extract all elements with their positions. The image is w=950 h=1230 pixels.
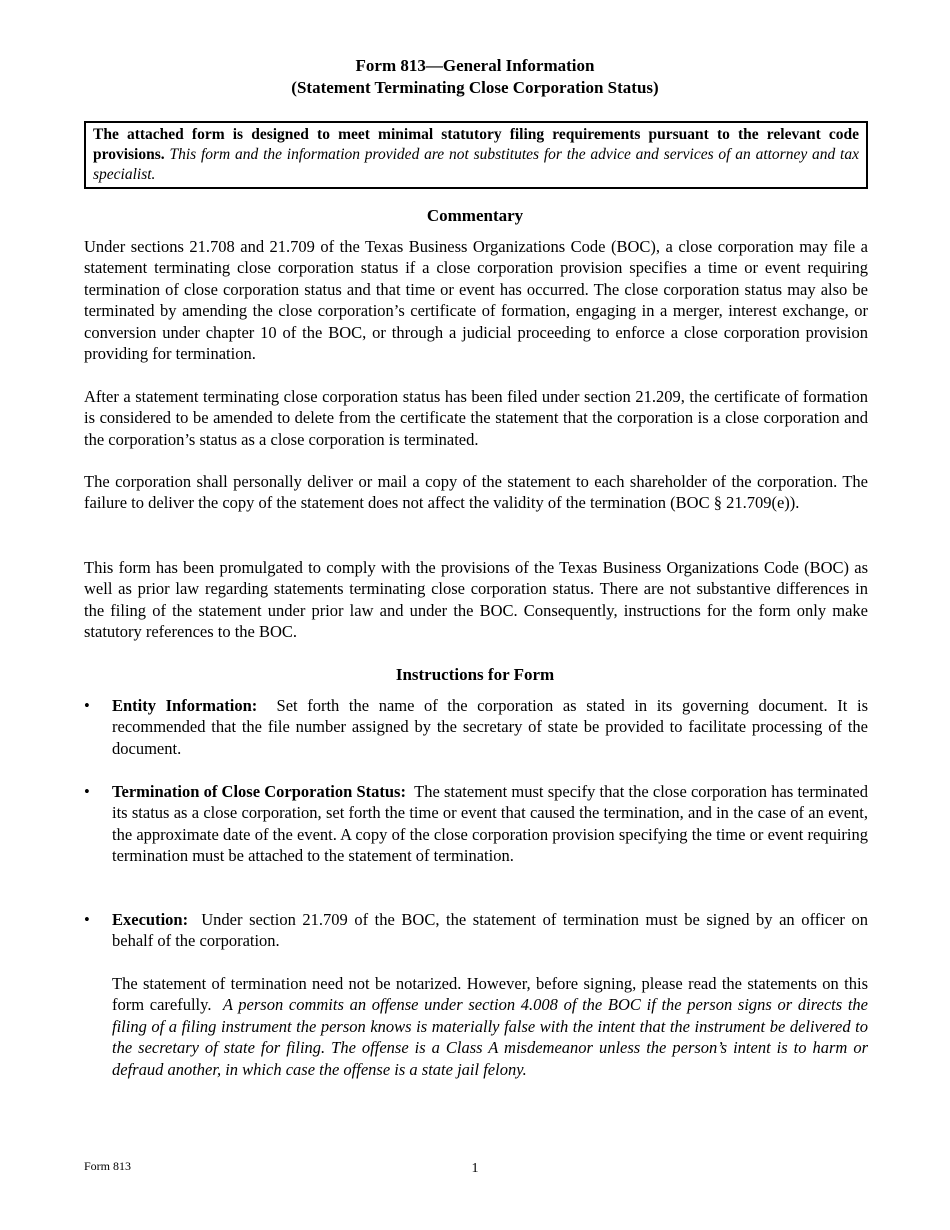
instructions-heading: Instructions for Form	[395, 665, 555, 684]
document-title: Form 813—General Information	[355, 56, 595, 75]
instruction-body: Under section 21.709 of the BOC, the statement of termination must be signed by an officer on behalf of the corporation.	[112, 910, 869, 951]
execution-note	[112, 973, 868, 1080]
footer-form-label: Form 813	[84, 1159, 132, 1173]
notice-box	[84, 121, 868, 189]
page-number: 1	[471, 1161, 479, 1176]
instruction-label: Execution:	[112, 910, 189, 929]
instruction-label: Entity Information:	[112, 696, 258, 715]
commentary-paragraph-4: This form has been promulgated to comply with the provisions of the Texas Business Organizations Code (BOC) as well as prior law regarding statements terminating close corporation status. There are not substantive differences in the filing of the statement under prior law and under the BOC. Consequently, instructions for the form only make statutory references to the BOC.	[84, 558, 868, 642]
commentary-paragraph-3: The corporation shall personally deliver or mail a copy of the statement to each shareholder of the corporation. The failure to deliver the copy of the statement does not affect the validity of the termination (BOC § 21.709(e)).	[84, 472, 868, 513]
instruction-text	[112, 909, 868, 952]
instruction-body: The statement must specify that the close corporation has terminated its status as a close corporation, set forth the time or event that caused the termination, and in the case of an event, the approximate date of the event. A copy of the close corporation provision specifying the time or event requiring termination must be attached to the statement of termination.	[112, 782, 869, 866]
notice-bold-text: The attached form is designed to meet minimal statutory filing requirements pursuant to the relevant code provisions.	[93, 126, 859, 163]
bullet-icon: •	[84, 696, 90, 715]
instruction-label: Termination of Close Corporation Status:	[112, 782, 406, 801]
execution-note-plain: The statement of termination need not be notarized. However, before signing, please read the statements on this form carefully.	[112, 974, 868, 1015]
commentary-heading: Commentary	[426, 206, 524, 225]
bullet-icon: •	[84, 782, 90, 801]
document-subtitle: (Statement Terminating Close Corporation Status)	[291, 78, 659, 97]
notice-italic-text: This form and the information provided are not substitutes for the advice and services of an attorney and tax specialist.	[93, 146, 859, 183]
instruction-text	[112, 781, 868, 867]
document-header	[0, 55, 950, 99]
execution-note-italic: A person commits an offense under section 4.008 of the BOC if the person signs or directs the filing of a filing instrument the person knows is materially false with the intent that the instrument be delivered to the secretary of state for filing. The offense is a Class A misdemeanor unless the person’s intent is to harm or defraud another, in which case the offense is a state jail felony.	[112, 995, 869, 1079]
commentary-paragraph-1: Under sections 21.708 and 21.709 of the Texas Business Organizations Code (BOC), a close corporation may file a statement terminating close corporation status if a close corporation provision specifies a time or event requiring termination of close corporation status and that time or event has occurred. The close corporation status may also be terminated by amending the close corporation’s certificate of formation, engaging in a merger, interest exchange, or conversion under chapter 10 of the BOC, or through a judicial proceeding to enforce a close corporation provision providing for termination.	[84, 237, 868, 364]
instruction-text	[112, 695, 868, 759]
instruction-body: Set forth the name of the corporation as stated in its governing document. It is recommended that the file number assigned by the secretary of state be provided to facilitate processing of the document.	[112, 696, 869, 758]
bullet-icon: •	[84, 910, 90, 929]
commentary-paragraph-2: After a statement terminating close corporation status has been filed under section 21.209, the certificate of formation is considered to be amended to delete from the certificate the statement that the corporation is a close corporation and the corporation’s status as a close corporation is terminated.	[84, 387, 868, 449]
